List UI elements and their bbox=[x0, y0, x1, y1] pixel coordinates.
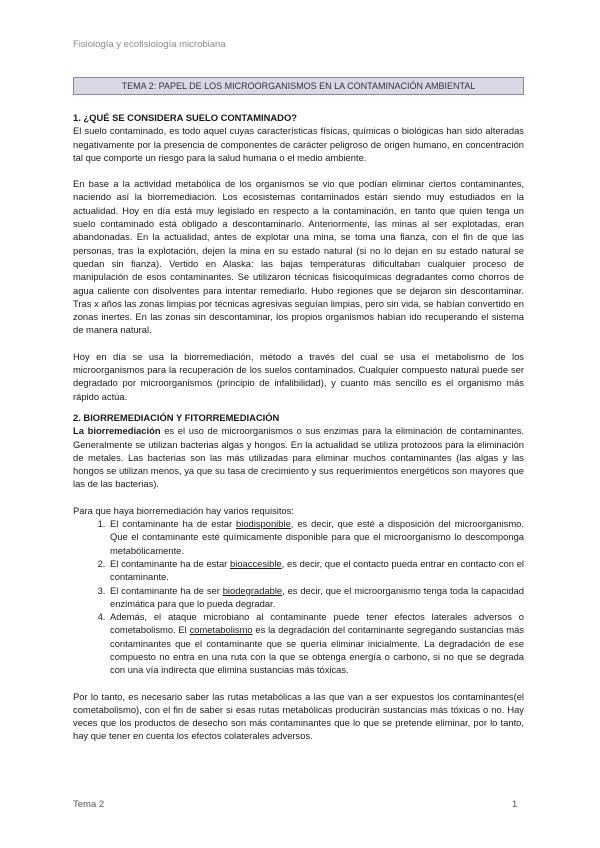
section-1-paragraph-1: El suelo contaminado, es todo aquel cuyas características físicas, químicas o biológicas han sido alteradas negativamente por la presencia de componentes de carácter peligroso de origen humano, en concentración tal que comporte un riesgo para la salud humana o el medio ambiente. bbox=[73, 125, 524, 163]
document-body bbox=[73, 111, 524, 743]
section-2-paragraph-1 bbox=[73, 424, 524, 490]
term-bioaccesible: bioaccesible bbox=[230, 557, 282, 569]
page-header: Fisiología y ecofisiología microbiana bbox=[73, 39, 226, 50]
list-item: 2. El contaminante ha de estar bioaccesible, es decir, que el contacto pueda entrar en contacto con el contaminante. bbox=[108, 557, 524, 584]
list-item: 1. El contaminante ha de estar biodisponible, es decir, que esté a disposición del microorganismo. Que el contaminante esté químicamente disponible para que el microorganismo lo descomponga metabólicamente. bbox=[108, 517, 524, 557]
section-2-final-paragraph: Por lo tanto, es necesario saber las rutas metabólicas a las que van a ser expuestos los contaminantes(el cometabolismo), con el fin de saber si esas rutas metabólicas producirán sustancias más tóxicas o no. Hay veces que los productos de desecho son más contaminantes que lo que se pretende eliminar, por lo tanto, hay que tener en cuenta los efectos colaterales adversos. bbox=[73, 690, 524, 742]
section-1-paragraph-3: Hoy en día se usa la biorremediación, método a través del cual se usa el metabolismo de los microorganismos para la recuperación de los suelos contaminados. Cualquier compuesto natural puede ser degradado por microorganismos (principio de infalibilidad), y cuanto más sencillo es el organismo más rápido actúa. bbox=[73, 350, 524, 402]
term-biodegradable: biodegradable bbox=[222, 584, 283, 596]
list-item: 4. Además, el ataque microbiano al contaminante puede tener efectos laterales adversos o cometabolismo. El cometabolismo es la degradación del contaminante segregando sustancias más contaminantes que el contaminante que se quería eliminar inicialmente. La degradación de ese compuesto no entra en una ruta con la que se obtenga energía o carbono, si no que se degrada con una vía indirecta que elimina sustancias más tóxicas. bbox=[108, 610, 524, 676]
page-number: 1 bbox=[512, 799, 518, 810]
footer-topic: Tema 2 bbox=[73, 799, 105, 810]
requisites-intro: Para que haya biorremediación hay varios requisitos: bbox=[73, 504, 294, 516]
section-1-heading: 1. ¿QUÉ SE CONSIDERA SUELO CONTAMINADO? bbox=[73, 112, 297, 123]
section-1-paragraph-2: En base a la actividad metabólica de los organismos se vio que podían eliminar ciertos contaminantes, naciendo así la biorremediación. Los ecosistemas contaminados están siendo muy estudiados en la actualidad. Hoy en día está muy legislado en respecto a la contaminación, en tanto que quien tenga un suelo contaminado está obligado a descontaminarlo. Anteriormente, las minas al ser explotadas, eran abandonadas. En la actualidad, antes de explotar una mina, se toma una fianza, con el fin de que las personas, tras la explotación, dejen la mina en su estado natural (si no lo dejan en su estado natural se quedan sin fianza). Vertido en Alaska: las bajas temperaturas dificultaban cualquier proceso de manipulación de esos contaminantes. Se utilizaron técnicas fisicoquímicas degradantes como chorros de agua caliente con disolventes para intentar remediarlo. Hubo regiones que se dejaron sin descontaminar. Tras x años las zonas limpias por técnicas agresivas seguían limpias, pero sin vida, se habían convertido en zonas inertes. En las zonas sin descontaminar, los propios organismos habían ido recuperando el sistema de manera natural. bbox=[73, 178, 524, 336]
section-2-paragraph-1-text: es el uso de microorganismos o sus enzimas para la eliminación de contaminantes. Generalmente se utilizan bacterias algas y hongos. En la actualidad se utiliza protozoos para la eliminación de metales. Las bacterias son las más utilizadas para eliminar muchos contaminantes (las algas y las hongos se utilizan menos, ya que su tasa de crecimiento y sus requerimientos energéticos son mayores que las de las bacterias). bbox=[73, 425, 524, 490]
term-cometabolismo: cometabolismo bbox=[189, 624, 253, 636]
bioremediation-term: La biorremediación bbox=[73, 425, 161, 437]
topic-title: TEMA 2: PAPEL DE LOS MICROORGANISMOS EN LA CONTAMINACIÓN AMBIENTAL bbox=[73, 77, 524, 95]
list-item: 3. El contaminante ha de ser biodegradable, es decir, que el microorganismo tenga toda la capacidad enzimática para que lo pueda degradar. bbox=[108, 584, 524, 611]
term-biodisponible: biodisponible bbox=[236, 518, 291, 530]
requisites-list bbox=[73, 517, 524, 677]
section-2-heading: 2. BIORREMEDIACIÓN Y FITORREMEDIACIÓN bbox=[73, 411, 280, 423]
